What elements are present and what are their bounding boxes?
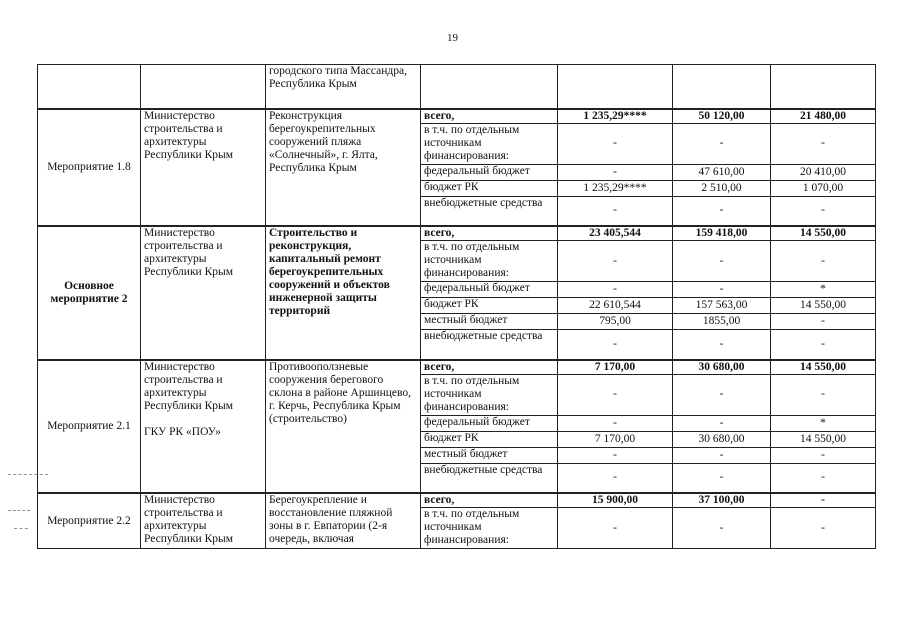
value-cell: 1 235,29**** — [558, 180, 673, 196]
value-cell: 159 418,00 — [673, 226, 771, 241]
value-cell: - — [673, 123, 771, 164]
executor-cell: Министерство строительства и архитектуры Республики Крым — [141, 493, 266, 549]
measure-name: Мероприятие 2.2 — [38, 493, 141, 549]
source-cell: федеральный бюджет — [421, 164, 558, 180]
source-cell: внебюджетные средства — [421, 330, 558, 360]
value-cell: - — [558, 282, 673, 298]
value-cell: 30 680,00 — [673, 431, 771, 447]
value-cell: - — [771, 314, 876, 330]
value-cell: - — [558, 123, 673, 164]
value-cell: - — [771, 508, 876, 549]
executor-cell: Министерство строительства и архитектуры Республики Крым — [141, 226, 266, 360]
source-cell: местный бюджет — [421, 314, 558, 330]
value-cell: 7 170,00 — [558, 431, 673, 447]
value-cell: - — [771, 493, 876, 508]
value-cell: - — [673, 508, 771, 549]
source-cell: бюджет РК — [421, 431, 558, 447]
source-cell: бюджет РК — [421, 298, 558, 314]
value-cell: 1 070,00 — [771, 180, 876, 196]
value-cell: 14 550,00 — [771, 360, 876, 375]
value-cell: 14 550,00 — [771, 226, 876, 241]
source-cell — [421, 65, 558, 109]
value-cell: - — [673, 463, 771, 493]
description-cell: городского типа Массандра, Республика Крым — [266, 65, 421, 109]
description-cell: Берегоукрепление и восстановление пляжной зоны в г. Евпатории (2-я очередь, включая — [266, 493, 421, 549]
value-cell: - — [771, 241, 876, 282]
measure-name: Основное мероприятие 2 — [38, 226, 141, 360]
table-row — [38, 493, 876, 508]
value-cell: - — [558, 241, 673, 282]
source-cell: в т.ч. по отдельным источникам финансирования: — [421, 123, 558, 164]
value-cell: - — [771, 123, 876, 164]
scan-artifact — [8, 510, 30, 511]
value-cell: 795,00 — [558, 314, 673, 330]
value-cell: 15 900,00 — [558, 493, 673, 508]
value-cell: - — [771, 463, 876, 493]
value-cell — [673, 65, 771, 109]
value-cell: - — [558, 164, 673, 180]
value-cell: - — [558, 447, 673, 463]
value-cell — [771, 65, 876, 109]
source-cell: всего, — [421, 226, 558, 241]
source-cell: в т.ч. по отдельным источникам финансирования: — [421, 508, 558, 549]
value-cell: - — [558, 330, 673, 360]
table-row — [38, 226, 876, 241]
description-cell: Противооползневые сооружения берегового склона в районе Аршинцево, г. Керчь, Республика Крым (строительство) — [266, 360, 421, 494]
value-cell: - — [673, 282, 771, 298]
value-cell: * — [771, 282, 876, 298]
value-cell: - — [673, 330, 771, 360]
measure-name: Мероприятие 1.8 — [38, 109, 141, 227]
executor-primary: Министерство строительства и архитектуры Республики Крым — [144, 360, 233, 412]
value-cell: 30 680,00 — [673, 360, 771, 375]
financing-table — [37, 64, 876, 549]
value-cell: 20 410,00 — [771, 164, 876, 180]
scan-artifact — [14, 528, 28, 529]
value-cell: - — [558, 196, 673, 226]
value-cell: 14 550,00 — [771, 431, 876, 447]
value-cell: 47 610,00 — [673, 164, 771, 180]
description-cell: Реконструкция берегоукрепительных сооружений пляжа «Солнечный», г. Ялта, Республика Крым — [266, 109, 421, 227]
source-cell: всего, — [421, 493, 558, 508]
description-cell: Строительство и реконструкция, капитальный ремонт берегоукрепительных сооружений и объектов инженерной защиты территорий — [266, 226, 421, 360]
value-cell: - — [558, 374, 673, 415]
executor-cell: Министерство строительства и архитектуры Республики Крым — [141, 109, 266, 227]
value-cell: 37 100,00 — [673, 493, 771, 508]
value-cell: - — [558, 463, 673, 493]
source-cell: в т.ч. по отдельным источникам финансирования: — [421, 241, 558, 282]
value-cell: 23 405,544 — [558, 226, 673, 241]
value-cell: - — [771, 196, 876, 226]
executor-cell — [141, 360, 266, 494]
value-cell: 50 120,00 — [673, 109, 771, 124]
value-cell: 157 563,00 — [673, 298, 771, 314]
value-cell: * — [771, 415, 876, 431]
source-cell: бюджет РК — [421, 180, 558, 196]
value-cell: 2 510,00 — [673, 180, 771, 196]
table-row — [38, 65, 876, 109]
source-cell: федеральный бюджет — [421, 282, 558, 298]
table-row — [38, 360, 876, 375]
value-cell: 1 235,29**** — [558, 109, 673, 124]
value-cell: - — [673, 196, 771, 226]
measure-cell — [38, 65, 141, 109]
value-cell: - — [771, 374, 876, 415]
source-cell: всего, — [421, 360, 558, 375]
value-cell — [558, 65, 673, 109]
source-cell: местный бюджет — [421, 447, 558, 463]
value-cell: 1855,00 — [673, 314, 771, 330]
value-cell: - — [673, 374, 771, 415]
source-cell: внебюджетные средства — [421, 196, 558, 226]
source-cell: федеральный бюджет — [421, 415, 558, 431]
value-cell: 21 480,00 — [771, 109, 876, 124]
page-number: 19 — [447, 32, 458, 44]
table-row — [38, 109, 876, 124]
executor-cell — [141, 65, 266, 109]
measure-name: Мероприятие 2.1 — [38, 360, 141, 494]
value-cell: 7 170,00 — [558, 360, 673, 375]
value-cell: - — [771, 447, 876, 463]
value-cell: 22 610,544 — [558, 298, 673, 314]
value-cell: - — [673, 447, 771, 463]
executor-secondary: ГКУ РК «ПОУ» — [144, 425, 221, 438]
value-cell: - — [558, 415, 673, 431]
value-cell: - — [771, 330, 876, 360]
value-cell: - — [673, 415, 771, 431]
value-cell: - — [558, 508, 673, 549]
source-cell: всего, — [421, 109, 558, 124]
scan-artifact — [8, 474, 48, 475]
value-cell: 14 550,00 — [771, 298, 876, 314]
source-cell: внебюджетные средства — [421, 463, 558, 493]
source-cell: в т.ч. по отдельным источникам финансирования: — [421, 374, 558, 415]
value-cell: - — [673, 241, 771, 282]
